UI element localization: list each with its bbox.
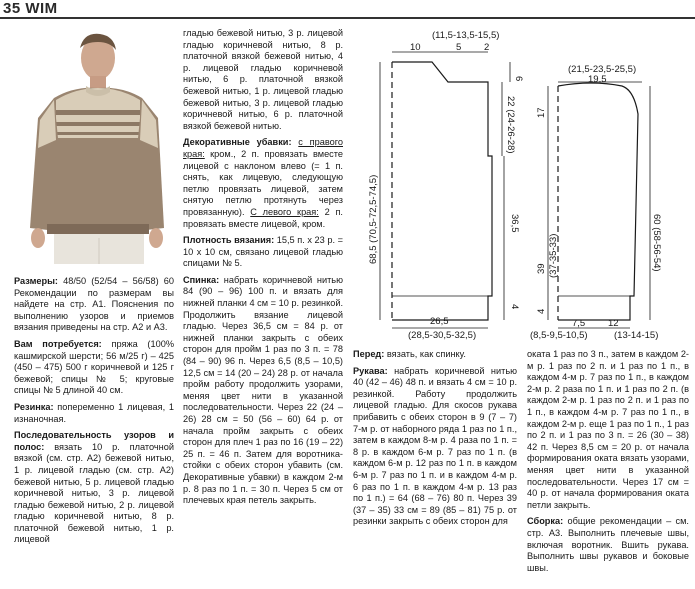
sleeve-cap-height: 17 <box>536 107 547 118</box>
front-paragraph <box>353 349 517 361</box>
body-top-width: (11,5-13,5-15,5) <box>432 30 500 41</box>
sequence-text: вязать 10 р. платочной вязкой (см. стр. А2) бежевой нитью, 1 р. лицевой гладью (см. стр. А2) бежевой нитью, 5 р. лицевой гладью коричневой нитью, 3 р. лицевой гладью бежевой нитью, 2 р. лицевой гладью коричневой нитью, 8 р. платочной бежевой нитью, 1 р. лицевой <box>14 441 175 545</box>
sizes-note: Рекомендации по размерам вы найдете на стр. А1. Пояснения по выполнению узоров и приемов вязания приведены на стр. А2 и А3. <box>14 287 174 333</box>
sequence-paragraph <box>14 430 174 546</box>
body-top-shoulder: 5 <box>456 42 462 53</box>
column-1 <box>14 276 174 551</box>
rib-label: Резинка: <box>14 401 54 412</box>
sleeve-cap-width: (21,5-23,5-25,5) <box>568 64 637 75</box>
sleeves-label: Рукава: <box>353 365 388 376</box>
materials-paragraph <box>14 339 174 397</box>
body-top-right: 2 <box>484 42 490 53</box>
sleeve-total: 60 (58-56-54) <box>651 214 662 272</box>
page-header <box>0 0 695 20</box>
body-total-height: 68,5 (70,5-72,5-74,5) <box>368 174 379 264</box>
sleeve-schematic <box>548 82 650 328</box>
sequence-continuation: гладью бежевой нитью, 3 р. лицевой гладью коричневой нитью, 8 р. платочной вязкой бежевой нитью, 4 р. лицевой гладью коричневой нитью, 6 р. платочной вязкой бежевой нитью, 1 р. лицевой гладью бежевой нитью, 3 р. лицевой гладью коричневой нитью, 6 р. платочной вязкой бежевой нитью. <box>183 28 343 131</box>
body-armhole: 22 (24-26-28) <box>505 96 516 154</box>
column-2 <box>183 28 343 512</box>
rib-paragraph <box>14 402 174 425</box>
body-schematic <box>380 52 510 328</box>
sleeve-cap-main: 19,5 <box>588 74 607 85</box>
back-paragraph <box>183 275 343 507</box>
sleeves-text: набрать коричневой нитью 40 (42 – 46) 48 п. и вязать 4 см = 10 р. резинкой. Работу продолжить лицевой гладью. Для скосов рукава прибавить с обеих сторон в 9 (7 – 7) 7-м р. от наборного ряда 1 раз по 1 п., затем в каждом 8-м р. 4 раза по 1 п. = 8 р. в каждом 6-м р. 7 раз по 1 п. (в каждом 6-м р. 12 раз по 1 п. в каждом 6-м р. 7 раз по 1 п. и в каждом 4-м р. 6 раз по 1 п. в каждом 4-м р. 13 раз по 1 п.) = 64 (68 – 76) 80 п. Через 39 (37 – 35) 33 см = 89 (85 – 81) 75 р. от резинки закрыть с обеих сторон для <box>353 365 517 527</box>
body-bottom-sizes: (28,5-30,5-32,5) <box>408 330 477 341</box>
page-title: 35 WIM <box>3 0 58 17</box>
decrease-right-label: с правого края: <box>183 137 343 159</box>
header-divider <box>0 17 695 19</box>
gauge-text: 15,5 п. x 23 р. = 10 x 10 см, связано лицевой гладью спицами № 5. <box>183 235 343 269</box>
assembly-paragraph <box>527 516 689 574</box>
model-photo <box>14 28 175 264</box>
gauge-label: Плотность вязания: <box>183 235 275 246</box>
materials-label: Вам потребуется: <box>14 338 102 349</box>
body-side: 36,5 <box>509 214 520 233</box>
decrease-left-label: С левого края: <box>250 206 319 217</box>
gauge-paragraph <box>183 235 343 270</box>
sleeve-length-sizes: (37-35-33) <box>548 233 559 278</box>
decrease-label: Декоративные убавки: <box>183 137 292 148</box>
sleeves-paragraph <box>353 366 517 528</box>
body-rib: 4 <box>509 304 520 310</box>
assembly-label: Сборка: <box>527 516 564 527</box>
sleeve-bottom-right: 12 <box>608 318 619 329</box>
column-4 <box>527 349 689 579</box>
body-top-left: 10 <box>410 42 421 53</box>
body-bottom-width: 26,5 <box>430 316 449 327</box>
back-text: набрать коричневой нитью 84 (90 – 96) 100 п. и вязать для нижней планки 4 см = 10 р. резинкой. Продолжить вязание лицевой гладью. Через 36,5 см = 84 р. от нижней планки закрыть с обеих сторон для пройм 1 раз по 3 п. = 78 (84 – 90) 96 п. Через 6,5 (8,5 – 10,5) 12,5 см = 14 (20 – 24) 28 р. от начала пройм работу продолжить узорами, меняя цвет нити в указанной последовательности. Через 22 (24 – 26) 28 см = 50 (56 – 60) 64 р. от начала пройм закрыть с обеих сторон для плеч 1 раз по 16 (19 – 22) 25 п. = 46 п. Затем для воротника-стойки с обеих сторон убавить (см. Декоративные убавки) в каждом 2-м р. 8 раз по 1 п. = 30 п. Через 5 см от плечевых края петель закрыть. <box>183 274 343 506</box>
sleeve-rib: 4 <box>536 308 547 314</box>
cap-paragraph: оката 1 раз по 3 п., затем в каждом 2-м р. 1 раз по 2 п. и 1 раз по 1 п., в каждом 4-м р. 7 раз по 1 п., в каждом 2-м р. 2 раза по 1 п. и 1 раз по 2 п. (в каждом 2-м р. 1 раз по 2 п. и 1 раз по 1 п., в каждом 4-м р. 7 раз по 1 п., в каждом 2-м р. еще 1 раз по 1 п., 1 раз по 2 п. и 1 раз по 3 п. = 26 (30 – 38) 42 п. Через 8,5 см = 20 р. от начала формирования оката вязать узорами, меняя цвет нити в указанной последовательности. Через 17 см = 40 р. от начала формирования оката петли закрыть. <box>527 349 689 510</box>
front-label: Перед: <box>353 349 385 359</box>
decrease-right-text: кром., 2 п. провязать вместе лицевой с наклоном влево (= 1 п. снять, как лицевую, следующую петлю провязать лицевой, затем снятую петлю протянуть через провязанную). <box>183 148 343 217</box>
rib-text: попеременно 1 лицевая, 1 изнаночная. <box>14 401 174 424</box>
decrease-paragraph <box>183 137 343 230</box>
sleeve-bottom-left: 7,5 <box>572 318 586 329</box>
column-3 <box>353 349 517 533</box>
sizes-paragraph <box>14 276 174 334</box>
schematics <box>352 24 695 342</box>
sequence-label: Последовательность узоров и полос: <box>14 430 174 452</box>
materials-text: пряжа (100% кашмирской шерсти; 56 м/25 г) – 425 (450 – 475) 500 г коричневой и 125 г бежевой; спицы № 5; круговые спицы № 5 длиной 40 см. <box>14 338 174 396</box>
front-text: вязать, как спинку. <box>386 349 466 359</box>
sizes-label: Размеры: <box>14 276 58 286</box>
decrease-left-text: 2 п. провязать вместе лицевой, кром. <box>183 206 343 229</box>
sleeve-bottom-right-sizes: (13-14-15) <box>614 330 659 341</box>
sleeve-length: 39 <box>536 263 547 274</box>
body-neck-depth: 6 <box>513 76 524 82</box>
back-label: Спинка: <box>183 274 220 285</box>
sizes-value: 48/50 (52/54 – 56/58) 60 <box>63 276 174 286</box>
assembly-text: общие рекомендации – см. стр. А3. Выполнить плечевые швы, включая воротник. Вшить рукава. Выполнить швы рукавов и боковые швы. <box>527 516 689 573</box>
sleeve-bottom-left-sizes: (8,5-9,5-10,5) <box>530 330 588 341</box>
